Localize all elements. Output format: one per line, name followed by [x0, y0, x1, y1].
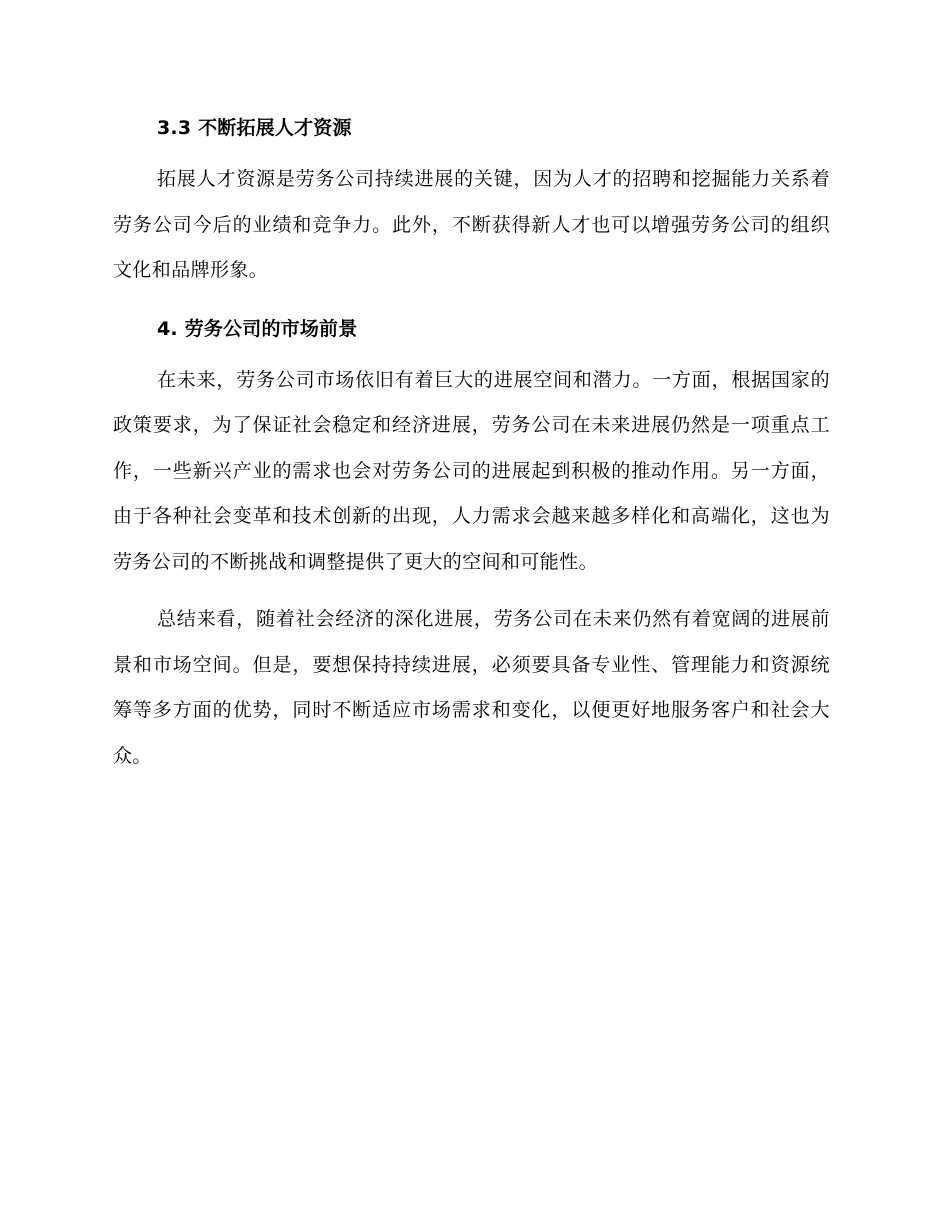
- section-paragraph: 拓展人才资源是劳务公司持续进展的关键，因为人才的招聘和挖掘能力关系着劳务公司今后的业绩和竞争力。此外，不断获得新人才也可以增强劳务公司的组织文化和品牌形象。: [113, 168, 830, 281]
- summary-paragraph: 总结来看，随着社会经济的深化进展，劳务公司在未来仍然有着宽阔的进展前景和市场空间。但是，要想保持持续进展，必须要具备专业性、管理能力和资源统筹等多方面的优势，同时不断适应市场需求和变化，以便更好地服务客户和社会大众。: [113, 608, 830, 767]
- section-heading-3-3: 3.3 不断拓展人才资源: [157, 117, 352, 139]
- section-paragraph: 在未来，劳务公司市场依旧有着巨大的进展空间和潜力。一方面，根据国家的政策要求，为了保证社会稳定和经济进展，劳务公司在未来进展仍然是一项重点工作，一些新兴产业的需求也会对劳务公司的进展起到积极的推动作用。另一方面，由于各种社会变革和技术创新的出现，人力需求会越来越多样化和高端化，这也为劳务公司的不断挑战和调整提供了更大的空间和可能性。: [113, 368, 830, 573]
- document-body: [113, 110, 830, 779]
- section-heading-4: 4. 劳务公司的市场前景: [157, 317, 358, 340]
